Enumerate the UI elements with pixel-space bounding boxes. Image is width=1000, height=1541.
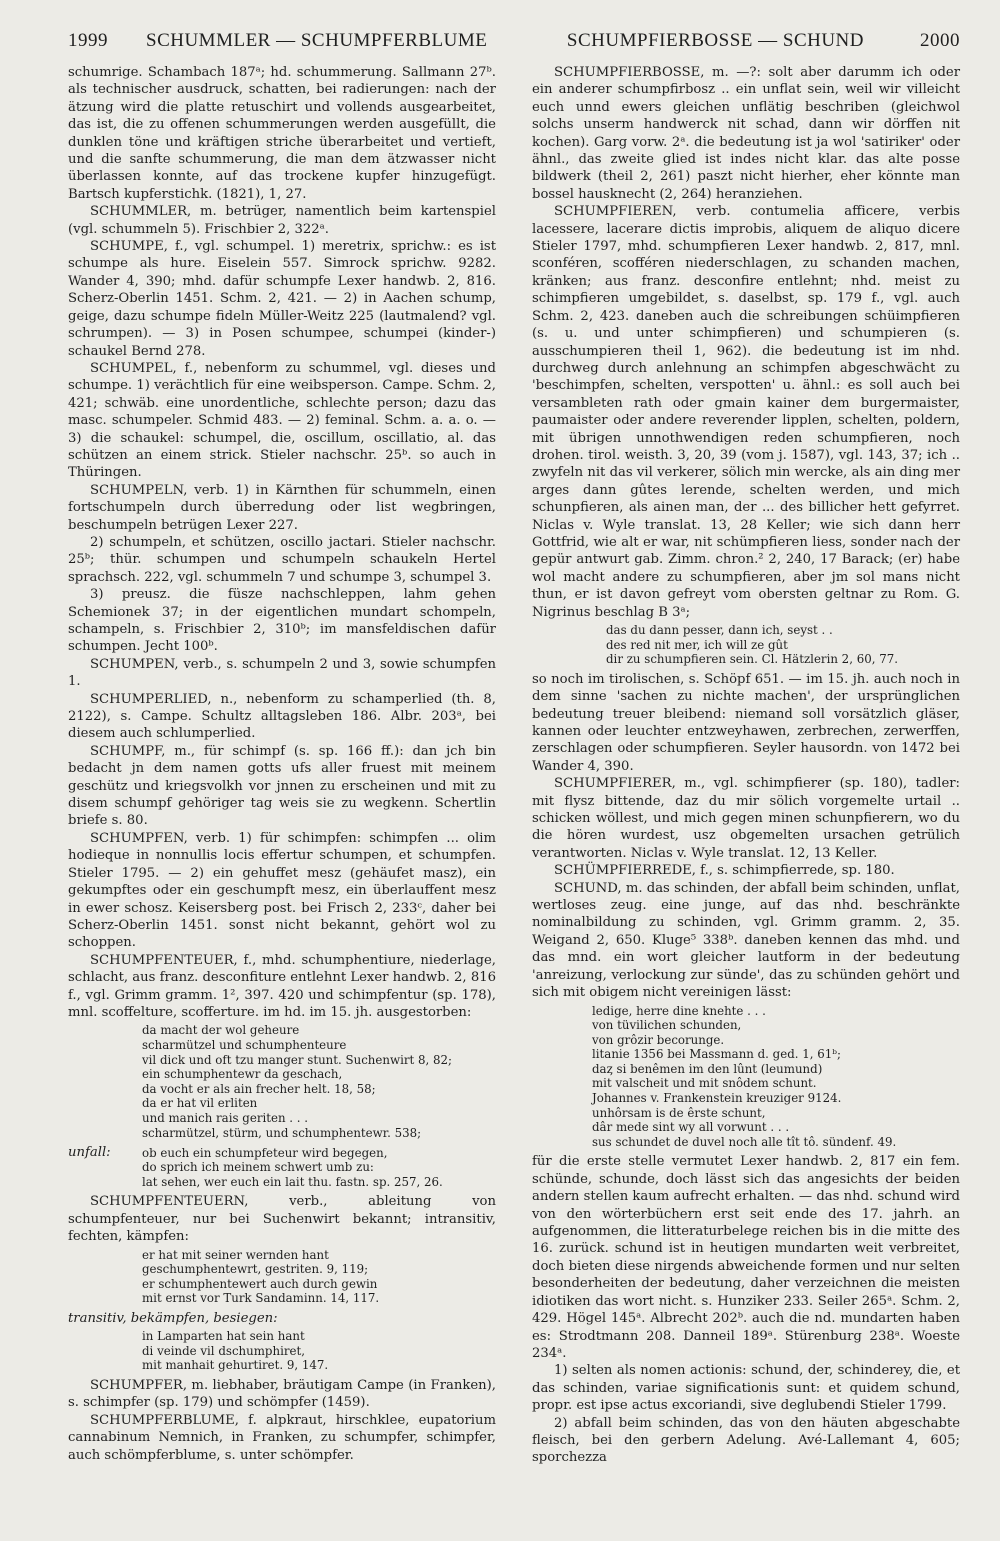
dictionary-entry: SCHÜMPFIERREDE, f., s. schimpfierrede, sp. 180.	[554, 863, 895, 879]
dictionary-entry: SCHUMPERLIED, n., nebenform zu schamperlied (th. 8, 2122), s. Campe. Schultz alltagsleben 186. Albr. 203ᵃ, bei diesem auch schlumperlied.	[68, 691, 496, 742]
quotation-line: scharmützel, stürm, und schumphentewr. 538;	[142, 1125, 422, 1140]
usage-label: transitiv, bekämpfen, besiegen:	[68, 1310, 278, 1326]
quotation-line: sus schundet de duvel noch alle tît tô. sündenf. 49.	[592, 1134, 897, 1149]
dictionary-entry: schumrige. Schambach 187ᵃ; hd. schummerung. Sallmann 27ᵇ. als technischer ausdruck, schatten, bei radierungen: nach der ätzung wird die platte retuschirt und vollends ausgearbeitet, das ist, die zu offenen schummerungen werden ausgefüllt, die dunklen töne und kräftigen striche überarbeitet und vertieft, und die sanfte schummerung, die man dem ätzwasser nicht überlassen konnte, auf das trockene kupfer hinzugefügt. Bartsch kupferstichk. (1821), 1, 27.	[68, 65, 496, 202]
quotation-line: er hat mit seiner wernden hant	[142, 1247, 329, 1262]
quotation-line: scharmützel und schumphenteure	[142, 1037, 347, 1052]
quotation-line: Johannes v. Frankenstein kreuziger 9124.	[592, 1091, 842, 1106]
dictionary-entry: SCHUND, m. das schinden, der abfall beim schinden, unflat, wertloses zeug. eine junge, auf das nhd. beschränkte nominalbildung zu schinden, vgl. Grimm gramm. 2, 35. Weigand 2, 650. Kluge⁵ 338ᵇ. daneben kennen das mhd. und das mnd. ein wort gleicher lautform in der bedeutung 'anreizung, verlockung zur sünde', das zu schünden gehört und sich mit obigem nicht vereinigen lässt:	[532, 880, 960, 1001]
quotation-line: und manich rais geriten . . .	[142, 1110, 309, 1125]
quotation-line: vil dick und oft tzu manger stunt. Suchenwirt 8, 82;	[142, 1052, 452, 1067]
quotation-block	[142, 1248, 496, 1306]
quotation-line: ein schumphentewr da geschach,	[142, 1067, 343, 1082]
dictionary-entry: 3) preusz. die füsze nachschleppen, lahm gehen Schemionek 37; in der eigentlichen mundart schompeln, schampeln, s. Frischbier 2, 310ᵇ; im mansfeldischen dafür schumpen. Jecht 100ᵇ.	[68, 587, 496, 655]
quotation-line: da er hat vil erliten	[142, 1096, 258, 1111]
dictionary-entry: SCHUMPELN, verb. 1) in Kärnthen für schummeln, einen fortschumpeln durch überredung oder list wegbringen, beschumpeln betrügen Lexer 227.	[68, 482, 496, 533]
dictionary-entry: SCHUMPFENTEUERN, verb., ableitung von schumpfenteuer, nur bei Suchenwirt bekannt; intransitiv, fechten, kämpfen:	[68, 1194, 496, 1245]
dictionary-entry: SCHUMPE, f., vgl. schumpel. 1) meretrix, sprichw.: es ist schumpe als hure. Eiselein 557. Simrock sprichw. 9282. Wander 4, 390; mhd. dafür schumpfe Lexer handwb. 2, 816. Scherz-Oberlin 1451. Schm. 2, 421. — 2) in Aachen schump, geige, dazu schumpe fideln Müller-Weitz 225 (lautmalend? vgl. schrumpen). — 3) in Posen schumpee, schumpei (kinder-) schaukel Bernd 278.	[68, 239, 496, 359]
quotation-line: ob euch ein schumpfeteur wird begegen,	[142, 1145, 388, 1160]
left-column	[68, 64, 496, 1464]
right-column	[532, 64, 960, 1467]
quotation-line: von tüvilichen schunden,	[592, 1018, 742, 1033]
quotation-line: er schumphentewert auch durch gewin	[142, 1276, 378, 1291]
quotation-block	[142, 1023, 496, 1140]
quotation-block	[592, 1004, 960, 1150]
quotation-line: litanie 1356 bei Massmann d. ged. 1, 61ᵇ;	[592, 1047, 841, 1062]
dictionary-entry: SCHUMPFERBLUME, f. alpkraut, hirschklee, eupatorium cannabinum Nemnich, in Franken, zu schumpfer, schimpfer, auch schömpferblume, s. unter schömpfer.	[68, 1412, 496, 1463]
left-running-title: SCHUMMLER — SCHUMPFERBLUME	[146, 30, 488, 51]
dictionary-entry: SCHUMPEN, verb., s. schumpeln 2 und 3, sowie schumpfen 1.	[68, 656, 496, 690]
dictionary-entry: SCHUMPFEN, verb. 1) für schimpfen: schimpfen ... olim hodieque in nonnullis locis effertur schumpen, et schumpfen. Stieler 1795. — 2) ein gehuffet mesz (gehäufet masz), ein gekumpftes oder ein geschumpft mesz, ein überlauffent mesz in ewer schosz. Keisersberg post. bei Frisch 2, 233ᶜ, daher bei Scherz-Oberlin 1451. sonst nicht bekannt, gehört wol zu schoppen.	[68, 830, 496, 951]
quotation-line: do sprich ich meinem schwert umb zu:	[142, 1160, 374, 1175]
quotation-line: das du dann pesser, dann ich, seyst . .	[606, 623, 833, 637]
dictionary-entry: 2) abfall beim schinden, das von den häuten abgeschabte fleisch, bei den gerbern Adelung. Avé-Lallemant 4, 605; sporchezza	[532, 1415, 960, 1466]
dictionary-entry: SCHUMPFER, m. liebhaber, bräutigam Campe (in Franken), s. schimpfer (sp. 179) und schömpfer (1459).	[68, 1378, 496, 1411]
dictionary-entry: SCHUMMLER, m. betrüger, namentlich beim kartenspiel (vgl. schummeln 5). Frischbier 2, 322ᵃ.	[68, 204, 496, 237]
quotation-line: mit manhait gehurtiret. 9, 147.	[142, 1358, 329, 1373]
dictionary-entry: SCHUMPFIEREN, verb. contumelia afficere, verbis lacessere, lacerare dictis improbis, aliquem de aliquo dicere Stieler 1797, mhd. schumpfieren Lexer handwb. 2, 817, mnl. sconféren, scofféren niederschlagen, zu schanden machen, kränken; aus franz. desconfire entlehnt; nhd. meist zu schimpfieren umgebildet, s. daselbst, sp. 179 f., vgl. auch Schm. 2, 423. daneben auch die schreibungen schüimpfieren (s. u. und unter schimpfieren) und schumpieren (s. ausschumpieren theil 1, 962). die bedeutung ist im nhd. durchweg durch anlehnung an schimpfen abgeschwächt zu 'beschimpfen, schelten, verspotten' u. ähnl.: es soll auch bei versambleten rath oder gmain kainer dem burgermaister, paumaister oder andere reverender lipplen, schelten, poldern, mit übrigen unnothwendigen reden schumpfieren, noch drohen. tirol. weisth. 3, 20, 39 (vom j. 1587), vgl. 143, 37; ich .. zwyfeln nit das vil verkerer, sölich min wercke, als ain ding mer arges dann gûtes lerende, schelten werden, und mich schunpfieren, als ainen man, der ... des billicher hett gefyrret. Niclas v. Wyle translat. 13, 28 Keller; wie sich dann herr Gottfrid, wie alt er war, nit schümpfieren liess, sonder nach der gepür antwurt gab. Zimm. chron.² 2, 240, 17 Barack; (er) habe wol macht andere zu schumpfieren, aber jm sol mans nicht thun, er ist davon gefreyt vom obersten geltnar zu Rom. G. Nigrinus beschlag B 3ᵃ;	[532, 204, 960, 620]
dictionary-entry: SCHUMPFIERBOSSE, m. —?: solt aber darumm ich oder ein anderer schumpfirbosz .. ein unflat sein, weil wir villeicht euch unnd ewers gleichen unflätig beschriben (gleichwol solchs unserm handwerck nit schad, dann wir dörffen nit kochen). Garg vorw. 2ᵃ. die bedeutung ist ja wol 'satiriker' oder ähnl., das zweite glied ist indes nicht klar. das alte posse bildwerk (theil 2, 261) paszt nicht hierher, eher könnte man bossel hausknecht (2, 264) heranziehen.	[532, 65, 960, 202]
quotation-line: da macht der wol geheure	[142, 1023, 300, 1038]
dictionary-entry: SCHUMPF, m., für schimpf (s. sp. 166 ff.): dan jch bin bedacht jn dem namen gotts ufs aller fruest mit meinem geschütz und kriegsvolkh vor jnnen zu erscheinen und mit zu disem schumpf gehöriger tag weis sie zu wegkenn. Schertlin briefe s. 80.	[68, 743, 496, 829]
dictionary-entry: SCHUMPEL, f., nebenform zu schummel, vgl. dieses und schumpe. 1) verächtlich für eine weibsperson. Campe. Schm. 2, 421; schwäb. eine unordentliche, schlechte person; dazu das masc. schumpeler. Schmid 483. — 2) feminal. Schm. a. a. o. — 3) die schaukel: schumpel, die, oscillum, oscillatio, al. das schützen an einem strick. Stieler nachschr. 25ᵇ. so auch in Thüringen.	[68, 360, 496, 481]
quotation-line: mit valscheit und mit snôdem schunt.	[592, 1076, 817, 1091]
quotation-line: di veinde vil dschumphiret,	[142, 1343, 305, 1358]
dictionary-entry: so noch im tirolischen, s. Schöpf 651. — im 15. jh. auch noch in dem sinne 'sachen zu nichte machen', der ursprünglichen bedeutung treuer bleibend: niemand soll vorsätzlich gläser, kannen oder leuchter entzweyhawen, zerbrechen, zerwerffen, zerschlagen oder schumpfieren. Seyler hausordn. von 1472 bei Wander 4, 390.	[532, 671, 960, 774]
quotation-line: dir zu schumpfieren sein. Cl. Hätzlerin 2, 60, 77.	[606, 652, 898, 667]
quotation-line: von grôzir becorunge.	[592, 1032, 725, 1047]
quotation-line: dâr mede sint wy all vorwunt . . .	[592, 1120, 790, 1135]
left-page-number: 1999	[68, 30, 108, 51]
right-running-title: SCHUMPFIERBOSSE — SCHUND	[566, 30, 864, 51]
dictionary-entry: SCHUMPFIERER, m., vgl. schimpfierer (sp. 180), tadler: mit flysz bittende, daz du mir sölich vorgemelte urtail .. schicken wöllest, und mich gegen minen schunpfierern, wo du die hören wurdest, usz obgemelten ursachen getrülich verantworten. Niclas v. Wyle translat. 12, 13 Keller.	[532, 776, 960, 861]
dictionary-entry: 1) selten als nomen actionis: schund, der, schinderey, die, et das schinden, variae significationis sunt: et quidem schund, propr. est ipse actus excoriandi, sive deglubendi Stieler 1799.	[532, 1363, 960, 1414]
quotation-block	[142, 1329, 496, 1373]
quotation-line: mit ernst vor Turk Sandaminn. 14, 117.	[142, 1291, 380, 1306]
quotation-line: da vocht er als ain frecher helt. 18, 58;	[142, 1081, 376, 1096]
right-page-number: 2000	[920, 30, 960, 51]
dictionary-entry: für die erste stelle vermutet Lexer handwb. 2, 817 ein fem. schünde, schunde, doch lässt sich das angesichts der beiden andern stellen kaum aufrecht erhalten. — das nhd. schund wird von den wörterbüchern erst seit ende des 17. jahrh. an aufgenommen, die litteraturbelege reichen bis in die mitte des 16. zurück. schund ist in heutigen mundarten weit verbreitet, doch bieten diese nirgends abweichende formen und nur selten besonderheiten der bedeutung, daher verzeichnen die meisten idiotiken das wort nicht. s. Hunziker 233. Seiler 265ᵃ. Schm. 2, 429. Högel 145ᵃ. Albrecht 202ᵇ. auch die nd. mundarten haben es: Strodtmann 208. Danneil 189ᵃ. Stürenburg 238ᵃ. Woeste 234ᵃ.	[532, 1154, 960, 1361]
usage-label: unfall:	[68, 1145, 111, 1161]
quotation-line: unhôrsam is de êrste schunt,	[592, 1105, 766, 1120]
page-header	[68, 30, 960, 58]
quotation-line: daȥ si benêmen im den lûnt (leumund)	[592, 1061, 823, 1076]
dictionary-entry: 2) schumpeln, et schützen, oscillo jactari. Stieler nachschr. 25ᵇ; thür. schumpen und schumpeln schaukeln Hertel sprachsch. 222, vgl. schummeln 7 und schumpe 3, schumpel 3.	[68, 534, 496, 585]
quotation-line: des red nit mer, ich will ze gût	[606, 637, 788, 652]
quotation-line: lat sehen, wer euch ein lait thu. fastn. sp. 257, 26.	[142, 1174, 443, 1189]
dictionary-entry: SCHUMPFENTEUER, f., mhd. schumphentiure, niederlage, schlacht, aus franz. desconfiture entlehnt Lexer handwb. 2, 816 f., vgl. Grimm gramm. 1², 397. 420 und schimpfentur (sp. 178), mnl. scoffelture, scofferture. im hd. im 15. jh. ausgestorben:	[68, 952, 496, 1020]
quotation-block	[142, 1146, 496, 1190]
quotation-line: ledige, herre dine knehte . . .	[592, 1003, 766, 1018]
quotation-line: in Lamparten hat sein hant	[142, 1329, 305, 1344]
quotation-line: geschumphentewrt, gestriten. 9, 119;	[142, 1262, 369, 1277]
quotation-block	[606, 623, 960, 667]
